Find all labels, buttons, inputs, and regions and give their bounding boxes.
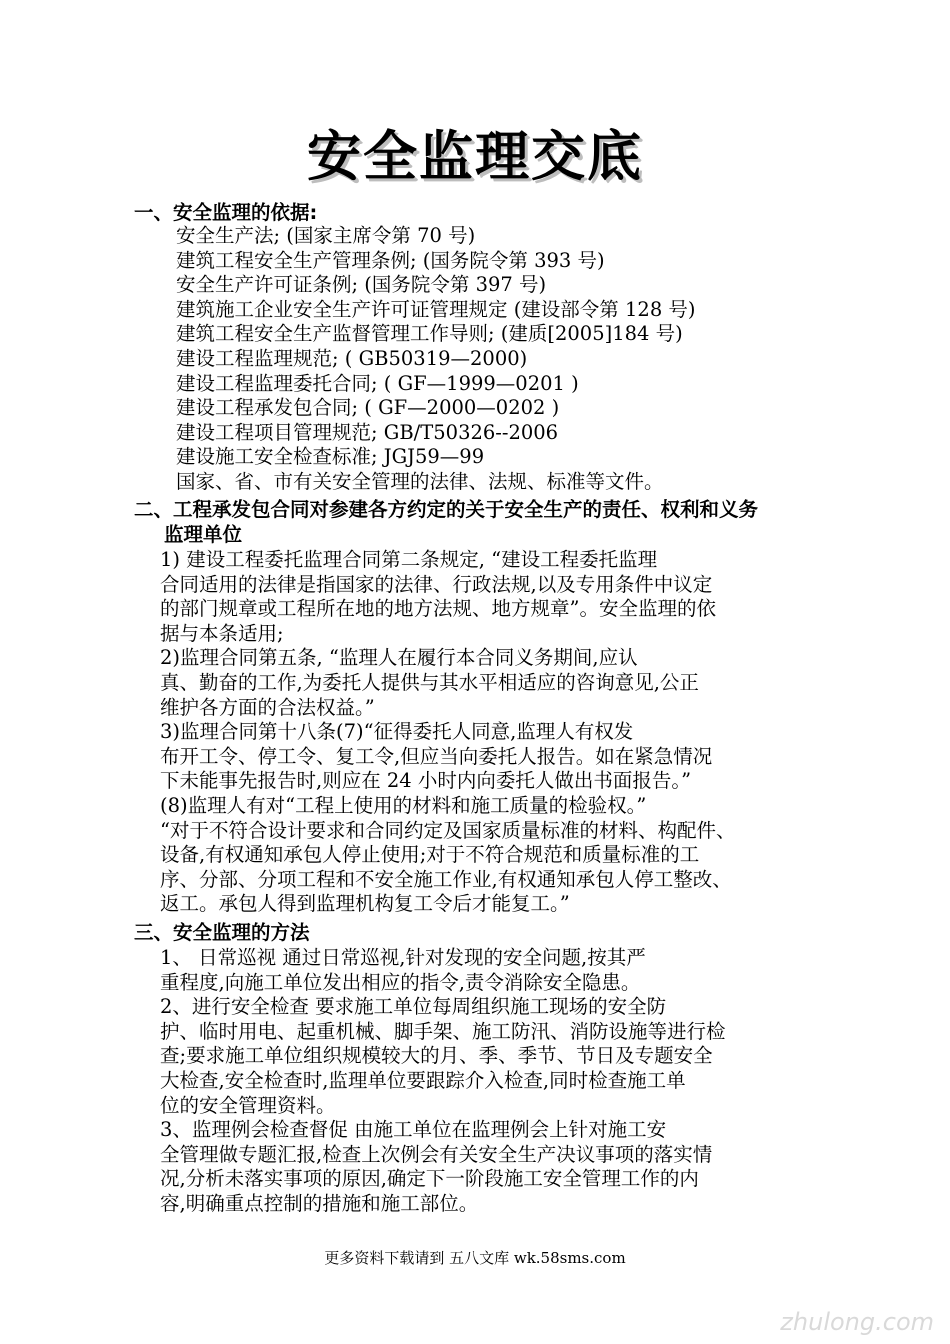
section-heading-contract: 二、工程承发包合同对参建各方约定的关于安全生产的责任、权利和义务 [134,498,759,521]
subheading-supervisor: 监理单位 [164,523,243,546]
list-item: 建设工程监理规范; ( GB50319—2000) [176,346,528,370]
section-heading-basis: 一、安全监理的依据: [134,201,318,224]
paragraph-line: 维护各方面的合法权益。” [160,695,375,719]
paragraph-line: 重程度,向施工单位发出相应的指令,责令消除安全隐患。 [160,970,641,994]
paragraph-line: 全管理做专题汇报,检查上次例会有关安全生产决议事项的落实情 [160,1142,713,1166]
paragraph-line: 真、勤奋的工作,为委托人提供与其水平相适应的咨询意见,公正 [160,670,699,694]
methods-paragraphs [160,946,810,1217]
paragraph-line: 2、进行安全检查 要求施工单位每周组织施工现场的安全防 [160,995,667,1019]
footer-text: 更多资料下载请到 五八文库 wk.58sms.com [324,1249,626,1267]
paragraph-line: 护、临时用电、起重机械、脚手架、施工防汛、消防设施等进行检 [160,1019,726,1043]
paragraph-line: 2)监理合同第五条, “监理人在履行本合同义务期间,应认 [160,646,638,670]
list-item: 建筑工程安全生产监督管理工作导则; (建质[2005]184 号) [176,322,683,346]
list-item: 建筑工程安全生产管理条例; (国务院令第 393 号) [176,248,605,272]
paragraph-line: 3、监理例会检查督促 由施工单位在监理例会上针对施工安 [160,1118,667,1142]
paragraph-line: 布开工令、停工令、复工令,但应当向委托人报告。如在紧急情况 [160,744,713,768]
paragraph-line: 容,明确重点控制的措施和施工部位。 [160,1191,479,1215]
paragraph-line: 况,分析未落实事项的原因,确定下一阶段施工安全管理工作的内 [160,1167,699,1191]
contract-paragraphs [160,548,810,917]
paragraph-line: 查;要求施工单位组织规模较大的月、季、季节、节日及专题安全 [160,1044,713,1068]
paragraph-line: 的部门规章或工程所在地的地方法规、地方规章”。安全监理的依 [160,597,716,621]
paragraph-line: (8)监理人有对“工程上使用的材料和施工质量的检验权。” [160,793,647,817]
list-item: 建设工程承发包合同; ( GF—2000—0202 ) [176,396,560,420]
list-item: 建设工程项目管理规范; GB/T50326--2006 [176,420,559,444]
paragraph-line: 序、分部、分项工程和不安全施工作业,有权通知承包人停工整改、 [160,867,732,891]
list-item: 国家、省、市有关安全管理的法律、法规、标准等文件。 [176,469,664,493]
paragraph-line: 1、 日常巡视 通过日常巡视,针对发现的安全问题,按其严 [160,946,646,969]
list-item: 建筑施工企业安全生产许可证管理规定 (建设部令第 128 号) [176,297,696,321]
paragraph-line: 合同适用的法律是指国家的法律、行政法规,以及专用条件中议定 [160,572,713,596]
list-item: 安全生产法; (国家主席令第 70 号) [176,224,476,247]
paragraph-line: 位的安全管理资料。 [160,1093,336,1117]
section-heading-methods: 三、安全监理的方法 [134,921,310,944]
list-item: 安全生产许可证条例; (国务院令第 397 号) [176,273,547,297]
paragraph-line: 返工。承包人得到监理机构复工令后才能复工。” [160,892,570,916]
paragraph-line: 1) 建设工程委托监理合同第二条规定, “建设工程委托监理 [160,548,658,571]
list-item: 建设工程监理委托合同; ( GF—1999—0201 ) [176,371,579,395]
list-item: 建设施工安全检查标准; JGJ59—99 [176,445,485,469]
paragraph-line: 下未能事先报告时,则应在 24 小时内向委托人做出书面报告。” [160,769,692,793]
paragraph-line: 3)监理合同第十八条(7)“征得委托人同意,监理人有权发 [160,720,634,744]
paragraph-line: 设备,有权通知承包人停止使用;对于不符合规范和质量标准的工 [160,843,700,867]
paragraph-line: 大检查,安全检查时,监理单位要跟踪介入检查,同时检查施工单 [160,1068,686,1092]
paragraph-line: “对于不符合设计要求和合同约定及国家质量标准的材料、构配件、 [160,818,736,842]
basis-list [176,224,696,495]
page-title: 安全监理交底 [307,125,643,188]
watermark: zhulong.com [780,1308,934,1336]
paragraph-line: 据与本条适用; [160,621,284,645]
